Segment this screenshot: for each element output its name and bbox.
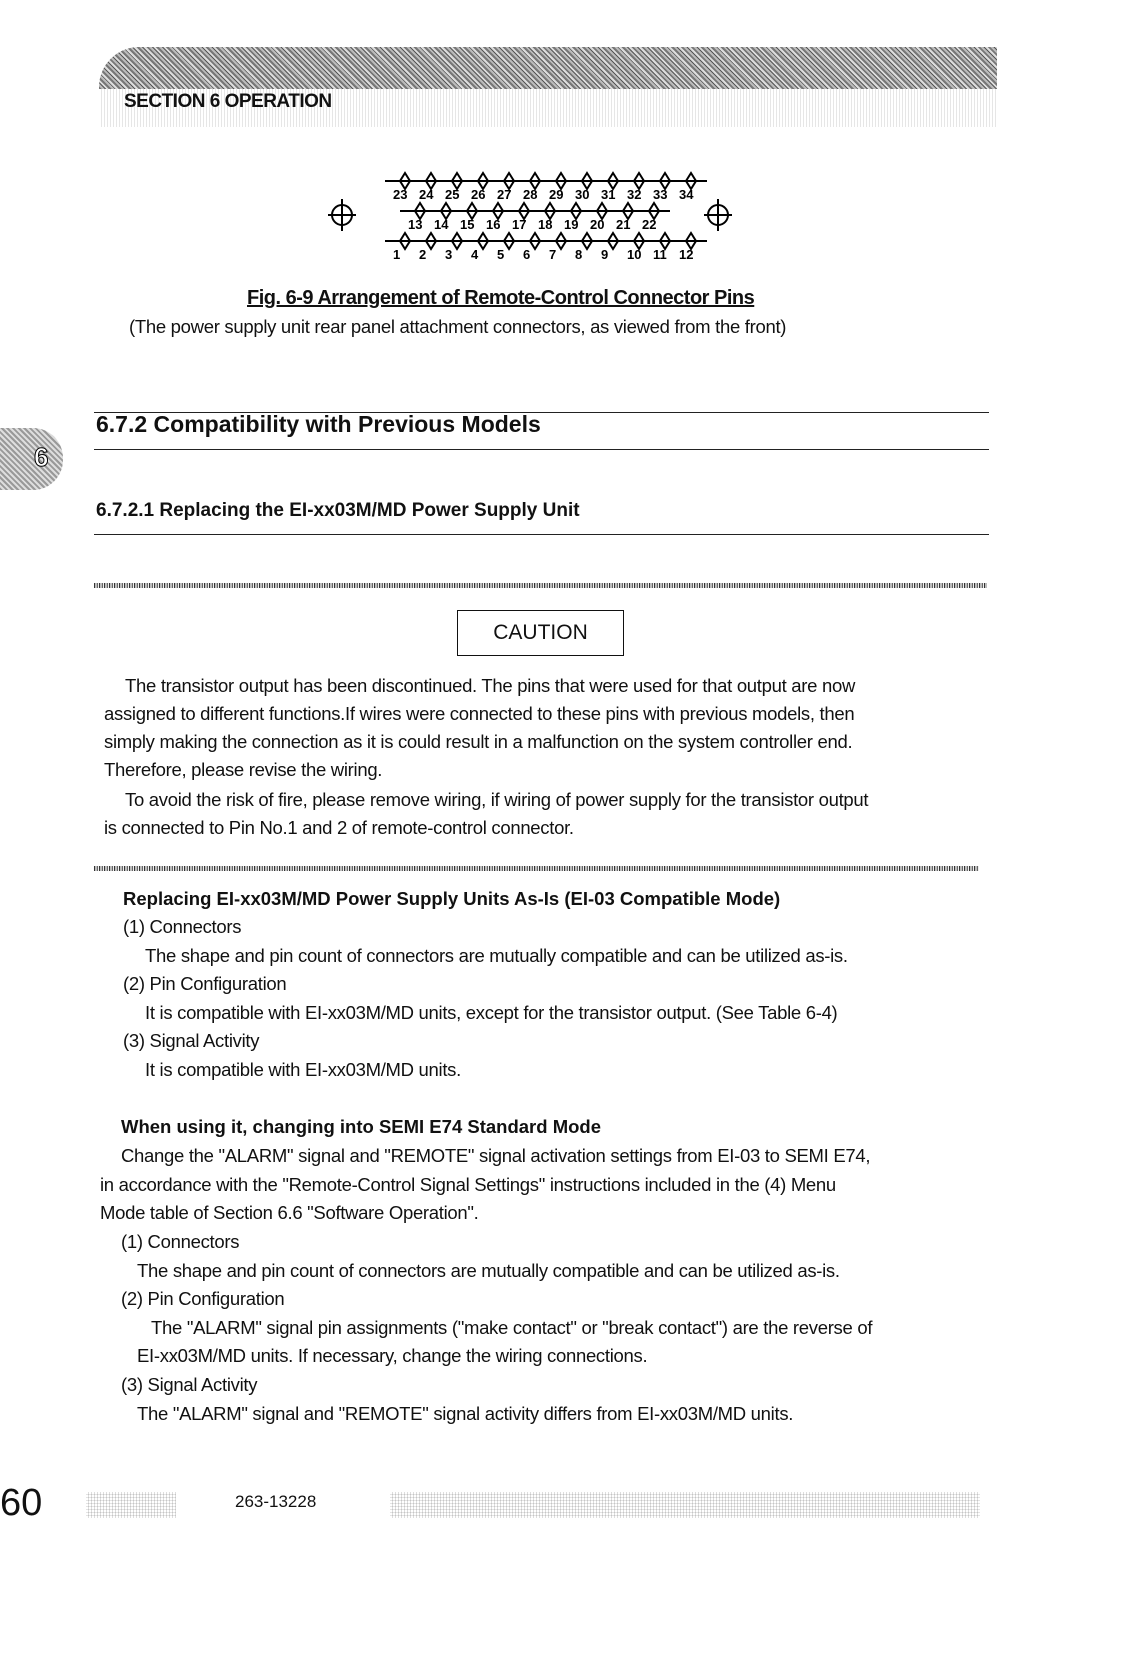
list-item-text: The shape and pin count of connectors are mutually compatible and can be utilized as-is. (137, 1260, 840, 1281)
pin-label: 24 (419, 187, 434, 202)
page-number: 60 (0, 1482, 43, 1524)
pin-label: 25 (445, 187, 460, 202)
pin-label: 33 (653, 187, 668, 202)
pin-label: 13 (408, 217, 423, 232)
caution-bottom-bar (94, 866, 979, 871)
pin-label: 1 (393, 247, 401, 262)
pin-label: 28 (523, 187, 538, 202)
pin-label: 23 (393, 187, 408, 202)
pin-label: 6 (523, 247, 531, 262)
pin-label: 15 (460, 217, 475, 232)
pin-label: 14 (434, 217, 449, 232)
pin-label: 18 (538, 217, 553, 232)
footer-pattern (390, 1492, 980, 1518)
chapter-tab-number: 6 (34, 442, 49, 472)
header-band (99, 47, 997, 89)
caution-label: CAUTION (457, 610, 624, 656)
section-title: SECTION 6 OPERATION (124, 91, 332, 112)
caution-line: The transistor output has been discontinued. The pins that were used for that output are now (125, 675, 856, 696)
pin-label: 30 (575, 187, 590, 202)
section-b-title: When using it, changing into SEMI E74 Standard Mode (121, 1116, 601, 1137)
section-heading: 6.7.2 Compatibility with Previous Models (96, 411, 541, 437)
intro-line: Change the "ALARM" signal and "REMOTE" signal activation settings from EI-03 to SEMI E74, (121, 1145, 871, 1166)
pin-label: 17 (512, 217, 527, 232)
pin-label: 2 (419, 247, 427, 262)
pin-label: 20 (590, 217, 605, 232)
subsection-heading: 6.7.2.1 Replacing the EI-xx03M/MD Power Supply Unit (96, 500, 580, 521)
chapter-tab (0, 428, 63, 490)
section-a-title: Replacing EI-xx03M/MD Power Supply Units As-Is (EI-03 Compatible Mode) (123, 888, 781, 909)
list-item-text: It is compatible with EI-xx03M/MD units, except for the transistor output. (See Table 6-4) (145, 1002, 838, 1023)
caution-line: is connected to Pin No.1 and 2 of remote-control connector. (104, 817, 574, 838)
list-item-label: (1) Connectors (123, 916, 242, 937)
list-item-text: It is compatible with EI-xx03M/MD units. (145, 1059, 461, 1080)
pin-label: 22 (642, 217, 657, 232)
divider (94, 534, 989, 535)
list-item-text: The "ALARM" signal pin assignments ("make contact" or "break contact") are the reverse of (151, 1317, 873, 1338)
pin-label: 3 (445, 247, 453, 262)
pin-label: 4 (471, 247, 479, 262)
pin-label: 27 (497, 187, 512, 202)
divider (94, 449, 989, 450)
pin-label: 19 (564, 217, 579, 232)
list-item-label: (2) Pin Configuration (121, 1288, 285, 1309)
figure-subcaption: (The power supply unit rear panel attachment connectors, as viewed from the front) (129, 316, 787, 337)
document-number: 263-13228 (235, 1492, 317, 1511)
pin-label: 32 (627, 187, 642, 202)
caution-line: To avoid the risk of fire, please remove wiring, if wiring of power supply for the transistor output (125, 789, 869, 810)
pin-label: 9 (601, 247, 609, 262)
pin-label: 7 (549, 247, 557, 262)
pin-label: 8 (575, 247, 583, 262)
connector-pin-diagram (320, 165, 760, 275)
caution-top-bar (94, 583, 987, 588)
intro-line: in accordance with the "Remote-Control Signal Settings" instructions included in the (4) Menu (100, 1174, 836, 1195)
pin-label: 34 (679, 187, 694, 202)
list-item-label: (3) Signal Activity (123, 1030, 260, 1051)
pin-label: 21 (616, 217, 631, 232)
pin-label: 12 (679, 247, 694, 262)
list-item-text: The shape and pin count of connectors are mutually compatible and can be utilized as-is. (145, 945, 848, 966)
footer-pattern (86, 1492, 176, 1518)
list-item-text: EI-xx03M/MD units. If necessary, change the wiring connections. (137, 1345, 648, 1366)
figure-caption: Fig. 6-9 Arrangement of Remote-Control Connector Pins (247, 287, 755, 309)
caution-line: Therefore, please revise the wiring. (104, 759, 383, 780)
list-item-label: (2) Pin Configuration (123, 973, 287, 994)
intro-line: Mode table of Section 6.6 "Software Operation". (100, 1202, 479, 1223)
list-item-label: (1) Connectors (121, 1231, 240, 1252)
pin-label: 31 (601, 187, 616, 202)
pin-label: 16 (486, 217, 501, 232)
pin-label: 5 (497, 247, 505, 262)
caution-line: simply making the connection as it is could result in a malfunction on the system controller end. (104, 731, 853, 752)
pin-label: 26 (471, 187, 486, 202)
list-item-label: (3) Signal Activity (121, 1374, 258, 1395)
pin-label: 29 (549, 187, 564, 202)
pin-label: 10 (627, 247, 642, 262)
list-item-text: The "ALARM" signal and "REMOTE" signal activity differs from EI-xx03M/MD units. (137, 1403, 794, 1424)
caution-line: assigned to different functions.If wires were connected to these pins with previous models, then (104, 703, 855, 724)
pin-label: 11 (653, 247, 667, 262)
